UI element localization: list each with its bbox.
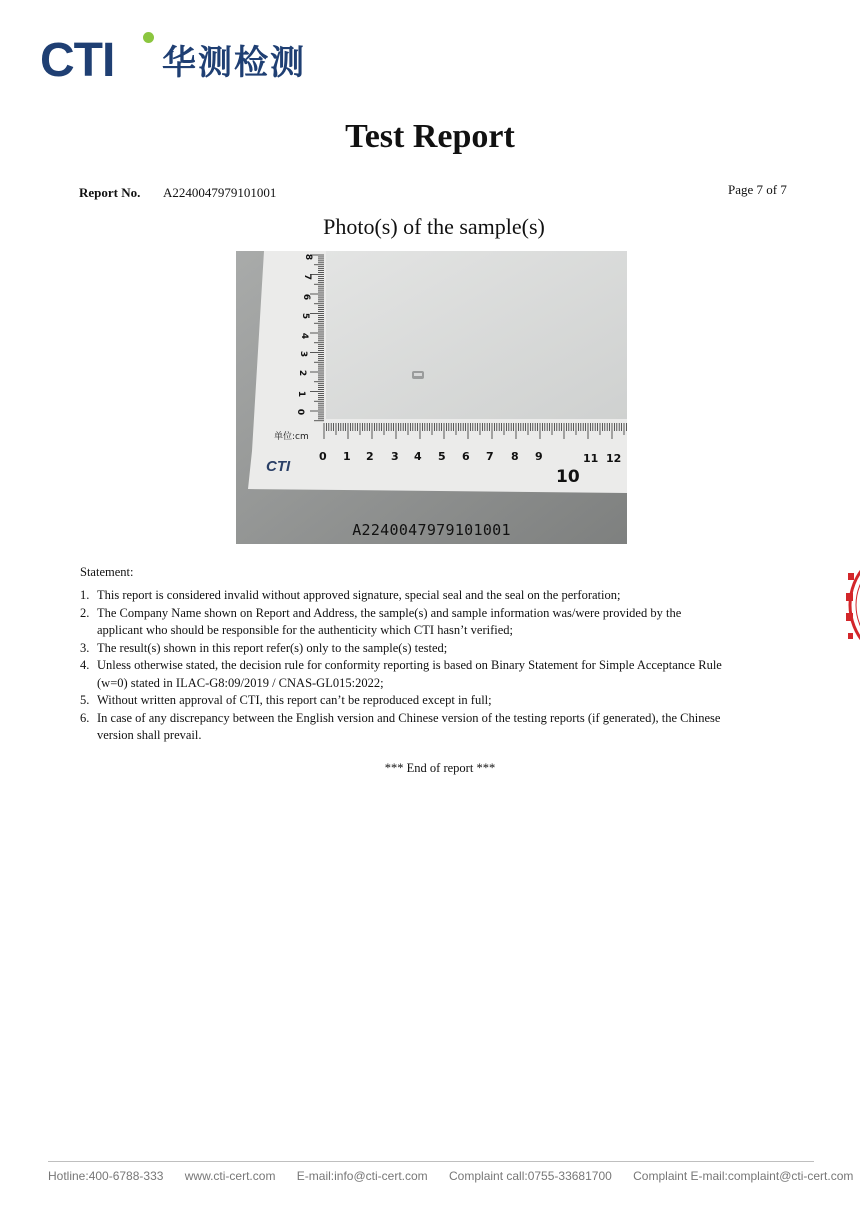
footer-website: www.cti-cert.com: [184, 1169, 276, 1183]
ruler-label: 2: [366, 450, 374, 463]
perforation-seal: [836, 545, 860, 665]
statement-text: The Company Name shown on Report and Address, the sample(s) and sample information was/were provided by the applicant who should be responsible for the authenticity which CTI hasn’t verified;: [97, 605, 682, 637]
list-item: 3. The result(s) shown in this report refer(s) only to the sample(s) tested;: [80, 640, 448, 655]
ruler-label: 2: [297, 369, 308, 377]
ruler-label: 4: [299, 332, 310, 340]
company-logo: [40, 32, 330, 90]
report-number-label: Report No.: [79, 185, 141, 200]
ruler-label: 6: [301, 293, 312, 301]
logo-text: CTI: [40, 34, 115, 87]
logo-chinese-name: 华测检测: [162, 43, 306, 83]
list-item: 4. Unless otherwise stated, the decision rule for conformity reporting is based on Binary Statement for Simple Acceptance Rule (w=0) stated in ILAC-G8:09/2019 / CNAS-GL015:2022;: [80, 658, 722, 690]
statement-text: In case of any discrepancy between the English version and Chinese version of the testing reports (if generated), the Chinese version shall prevail.: [97, 710, 721, 742]
footer-email: E-mail:info@cti-cert.com: [296, 1169, 428, 1183]
statement-text: Unless otherwise stated, the decision rule for conformity reporting is based on Binary Statement for Simple Acceptance Rule (w=0) stated in ILAC-G8:09/2019 / CNAS-GL015:2022;: [97, 658, 722, 690]
ruler-label: 7: [302, 273, 313, 281]
list-item: 5. Without written approval of CTI, this report can’t be reproduced except in full;: [80, 693, 492, 707]
ruler-label: 0: [295, 408, 306, 416]
statement-text: Without written approval of CTI, this report can’t be reproduced except in full;: [97, 693, 492, 707]
statement-label: Statement:: [80, 565, 134, 579]
ruler-label: 8: [303, 253, 314, 261]
sample-screw: [412, 371, 424, 379]
ruler-label: 3: [298, 350, 309, 358]
ruler-label: 6: [462, 450, 470, 463]
ruler-label: 3: [391, 450, 399, 463]
ruler-label: 12: [606, 452, 622, 465]
footer-complaint-call: Complaint call:0755-33681700: [449, 1169, 612, 1183]
list-item: 2. The Company Name shown on Report and Address, the sample(s) and sample information was/were provided by the applicant who should be responsible for the authenticity which CTI hasn’t verified;: [80, 605, 682, 637]
document-title: Test Report: [345, 118, 515, 155]
ruler-label: 5: [300, 312, 311, 320]
ruler-label: 10: [556, 467, 580, 487]
statement-list: [80, 587, 730, 745]
ruler-label: 1: [296, 390, 307, 398]
ruler-label: 7: [486, 450, 494, 463]
ruler-brand: CTI: [266, 458, 291, 475]
report-number-value: A2240047979101001: [163, 185, 277, 200]
ruler-label: 11: [583, 452, 599, 465]
ruler-label: 0: [319, 450, 327, 463]
ruler-label: 9: [535, 450, 543, 463]
ruler-unit: 单位:cm: [274, 432, 309, 442]
list-item: 6. In case of any discrepancy between the English version and Chinese version of the testing reports (if generated), the Chinese version shall prevail.: [80, 710, 721, 742]
ruler-label: 4: [414, 450, 422, 463]
statement-text: This report is considered invalid without approved signature, special seal and the seal on the perforation;: [97, 588, 621, 602]
footer-divider: [48, 1161, 814, 1162]
photo-section-heading: Photo(s) of the sample(s): [323, 214, 545, 239]
ruler-label: 5: [438, 450, 446, 463]
ruler-label: 1: [343, 450, 351, 463]
footer-complaint-email: Complaint E-mail:complaint@cti-cert.com: [633, 1169, 854, 1183]
footer: [48, 1169, 854, 1183]
statement-text: The result(s) shown in this report refer(s) only to the sample(s) tested;: [97, 640, 448, 655]
list-item: 1. This report is considered invalid without approved signature, special seal and the seal on the perforation;: [80, 588, 621, 602]
sample-photo: [236, 251, 627, 544]
end-of-report: *** End of report ***: [384, 761, 496, 775]
photo-caption: A2240047979101001: [352, 521, 511, 539]
logo-dot: [143, 32, 154, 43]
ruler-label: 8: [511, 450, 519, 463]
footer-hotline: Hotline:400-6788-333: [48, 1169, 164, 1183]
page-indicator: Page 7 of 7: [728, 182, 787, 197]
